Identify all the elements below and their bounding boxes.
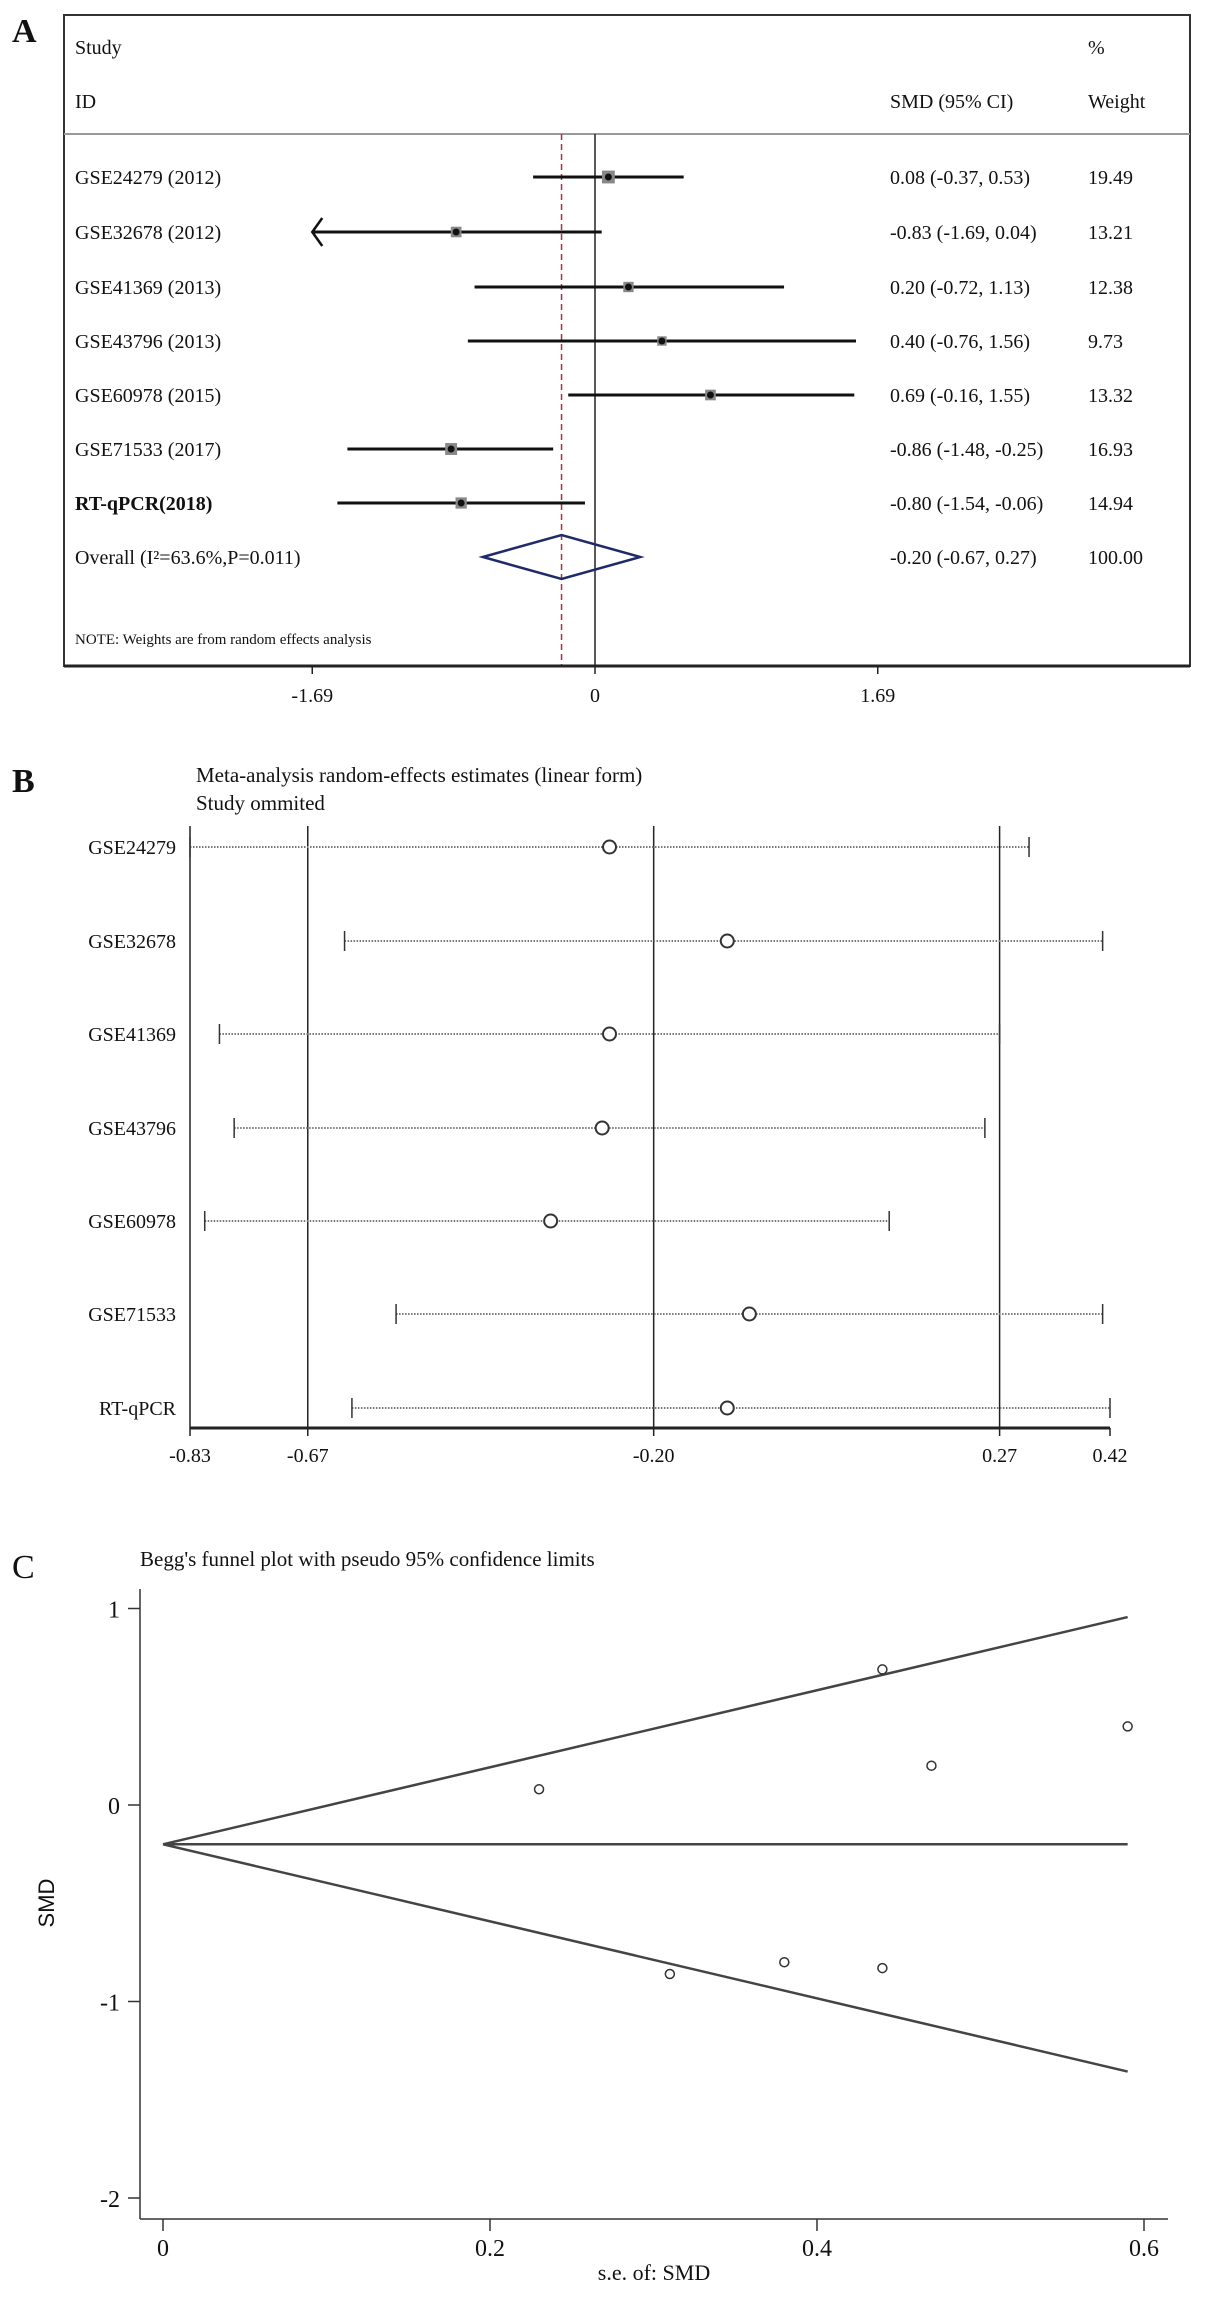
x-tick-label: 0.2 (475, 2236, 505, 2262)
study-id: GSE71533 (2017) (75, 439, 222, 461)
lower-confidence-limit (163, 1844, 1128, 2071)
study-row (75, 439, 1133, 461)
x-tick-label: -0.67 (286, 1445, 329, 1467)
study-label: GSE43796 (88, 1118, 176, 1140)
point-estimate-dot (458, 500, 465, 507)
study-point (665, 1969, 674, 1978)
point-estimate-dot (707, 392, 714, 399)
forest-plot (64, 15, 1190, 707)
header-study: Study (75, 37, 122, 59)
footnote: NOTE: Weights are from random effects analysis (75, 632, 372, 648)
weight: 12.38 (1088, 277, 1133, 299)
header-weight: Weight (1088, 91, 1146, 113)
omitted-study-row (88, 1024, 999, 1046)
estimate-point (596, 1122, 609, 1135)
smd-ci: -0.80 (-1.54, -0.06) (890, 493, 1044, 515)
study-label: GSE24279 (88, 837, 176, 859)
study-row (75, 277, 1133, 299)
header-id: ID (75, 91, 97, 113)
weight: 13.21 (1088, 222, 1133, 244)
funnel-plot (34, 1547, 1168, 2285)
omitted-study-row (88, 1211, 889, 1233)
x-tick-label: 0 (590, 685, 600, 707)
study-id: GSE24279 (2012) (75, 167, 222, 189)
x-axis-label: s.e. of: SMD (597, 2260, 711, 2285)
study-point (780, 1958, 789, 1967)
study-id: RT-qPCR(2018) (75, 493, 213, 515)
study-row (75, 218, 1133, 246)
x-tick-label: 0.6 (1129, 2236, 1159, 2262)
x-tick-label: -0.83 (169, 1445, 211, 1467)
panel-label-b: B (12, 763, 35, 800)
study-row (75, 331, 1123, 353)
omitted-study-row (88, 1304, 1102, 1326)
chart-subtitle: Study ommited (196, 791, 325, 815)
study-row (75, 493, 1133, 515)
point-estimate-dot (658, 338, 665, 345)
estimate-point (544, 1215, 557, 1228)
y-tick-label: 0 (108, 1794, 120, 1820)
study-point (927, 1761, 936, 1770)
x-tick-label: -0.20 (632, 1445, 675, 1467)
omitted-study-row (88, 837, 1029, 859)
x-tick-label: 0.27 (982, 1445, 1018, 1467)
chart-title: Meta-analysis random-effects estimates (linear form) (196, 763, 643, 787)
panel-label-a: A (12, 13, 37, 50)
y-tick-label: -2 (100, 2187, 120, 2213)
study-point (878, 1964, 887, 1973)
weight: 14.94 (1088, 493, 1133, 515)
study-id: GSE43796 (2013) (75, 331, 222, 353)
study-row (75, 167, 1133, 189)
study-label: RT-qPCR (99, 1398, 176, 1420)
weight: 16.93 (1088, 439, 1133, 461)
chart-title: Begg's funnel plot with pseudo 95% confidence limits (140, 1547, 595, 1571)
estimate-point (603, 841, 616, 854)
study-id: GSE41369 (2013) (75, 277, 222, 299)
study-label: GSE60978 (88, 1211, 176, 1233)
header-smd-ci: SMD (95% CI) (890, 91, 1014, 113)
study-point (878, 1665, 887, 1674)
weight: 9.73 (1088, 331, 1123, 353)
sensitivity-plot (88, 763, 1127, 1467)
y-tick-label: 1 (108, 1597, 120, 1624)
overall-smd-ci: -0.20 (-0.67, 0.27) (890, 547, 1037, 569)
overall-row (75, 535, 1143, 579)
study-point (1123, 1722, 1132, 1731)
smd-ci: -0.86 (-1.48, -0.25) (890, 439, 1044, 461)
x-tick-label: 0 (157, 2236, 169, 2262)
omitted-study-row (88, 931, 1102, 953)
study-row (75, 385, 1133, 407)
x-tick-label: 0.4 (802, 2236, 832, 2262)
overall-label: Overall (I²=63.6%,P=0.011) (75, 547, 301, 569)
smd-ci: 0.08 (-0.37, 0.53) (890, 167, 1030, 189)
x-tick-label: 0.42 (1092, 1445, 1128, 1467)
point-estimate-dot (605, 174, 612, 181)
x-tick-label: -1.69 (291, 685, 334, 707)
y-tick-label: -1 (100, 1990, 120, 2017)
omitted-study-row (88, 1118, 985, 1140)
estimate-point (743, 1308, 756, 1321)
point-estimate-dot (625, 284, 632, 291)
study-label: GSE32678 (88, 931, 176, 953)
weight: 19.49 (1088, 167, 1133, 189)
smd-ci: 0.20 (-0.72, 1.13) (890, 277, 1030, 299)
overall-weight: 100.00 (1088, 547, 1143, 569)
smd-ci: 0.40 (-0.76, 1.56) (890, 331, 1030, 353)
omitted-study-row (99, 1398, 1110, 1420)
study-label: GSE71533 (88, 1304, 176, 1326)
header-pct: % (1088, 37, 1105, 59)
point-estimate-dot (448, 446, 455, 453)
estimate-point (721, 935, 734, 948)
upper-confidence-limit (163, 1617, 1128, 1844)
point-estimate-dot (453, 229, 460, 236)
study-id: GSE32678 (2012) (75, 222, 222, 244)
weight: 13.32 (1088, 385, 1133, 407)
y-axis-label: SMD (34, 1878, 59, 1928)
smd-ci: 0.69 (-0.16, 1.55) (890, 385, 1030, 407)
study-label: GSE41369 (88, 1024, 176, 1046)
estimate-point (603, 1028, 616, 1041)
study-id: GSE60978 (2015) (75, 385, 222, 407)
smd-ci: -0.83 (-1.69, 0.04) (890, 222, 1037, 244)
panel-label-c: C (12, 1549, 35, 1586)
estimate-point (721, 1402, 734, 1415)
study-point (535, 1785, 544, 1794)
x-tick-label: 1.69 (860, 685, 896, 707)
